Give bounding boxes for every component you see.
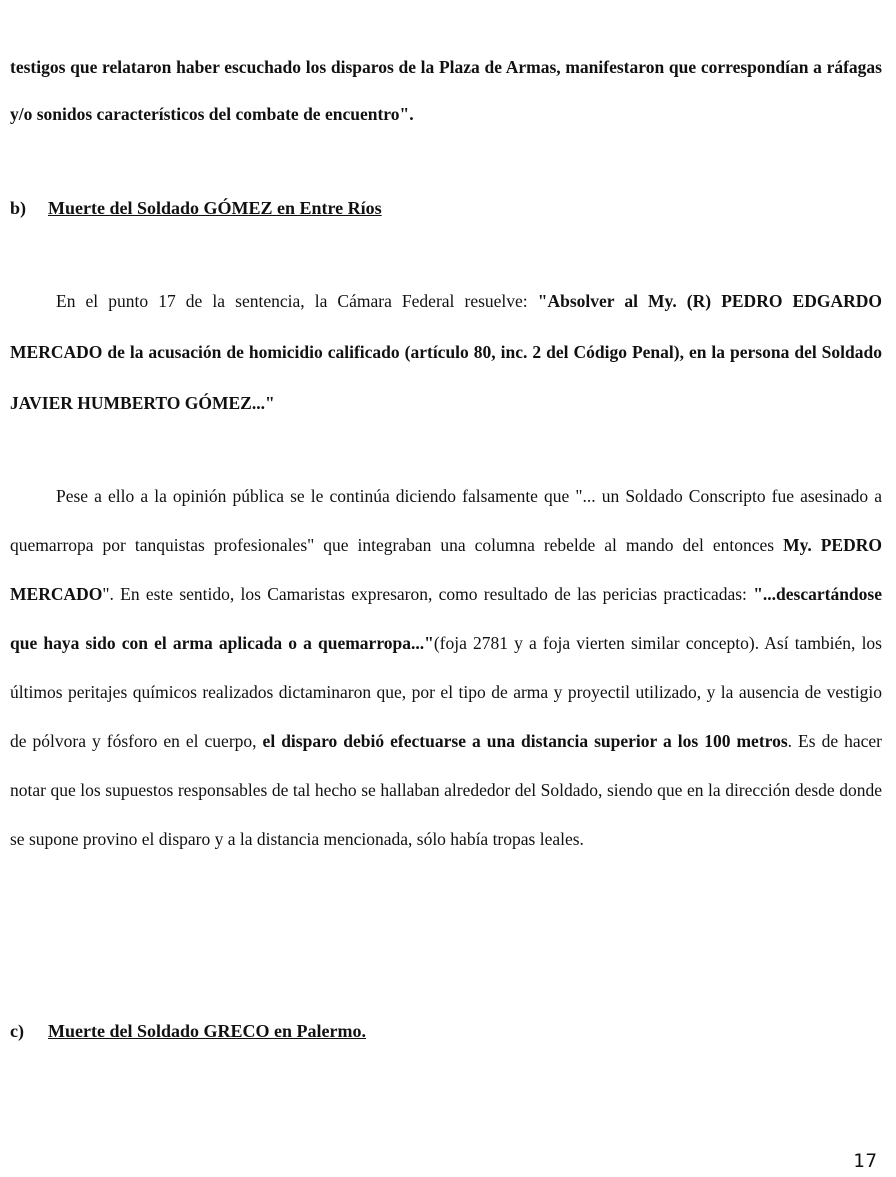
paragraph-testigos: testigos que relataron haber escuchado los disparos de la Plaza de Armas, manifestaron que correspondían a ráfagas y/o sonidos característicos del combate de encuentro".: [10, 57, 882, 124]
paragraph-opinion-part-4: . Es de hacer notar que los supuestos responsables de tal hecho se hallaban alrededor del Soldado, siendo que en la dirección desde donde se supone provino el disparo y a la distancia mencionada, sólo había tropas leales.: [10, 731, 882, 849]
section-title-c: Muerte del Soldado GRECO en Palermo.: [48, 1021, 366, 1041]
paragraph-sentencia-intro: En el punto 17 de la sentencia, la Cámara Federal resuelve:: [56, 291, 538, 311]
sentencia-quote: "Absolver al My. (R) PEDRO EDGARDO MERCADO de la acusación de homicidio calificado (artículo 80, inc. 2 del Código Penal), en la persona del Soldado JAVIER HUMBERTO GÓMEZ...": [10, 291, 882, 413]
paragraph-opinion-part-1: Pese a ello a la opinión pública se le continúa diciendo falsamente que "... un Soldado Conscripto fue asesinado a quemarropa por tanquistas profesionales" que integraban una columna rebelde al mando del entonces: [10, 486, 882, 555]
page-number: 17: [853, 1150, 878, 1172]
section-title-b: Muerte del Soldado GÓMEZ en Entre Ríos: [48, 198, 382, 218]
section-label-b: b): [10, 198, 27, 218]
section-label-c: c): [10, 1021, 24, 1041]
paragraph-opinion-part-2: ". En este sentido, los Camaristas expresaron, como resultado de las pericias practicadas:: [102, 584, 754, 604]
paragraph-opinion-part-3: (foja 2781 y a foja vierten similar concepto). Así también, los últimos peritajes químicos realizados dictaminaron que, por el tipo de arma y proyectil utilizado, y la ausencia de vestigio de pólvora y fósforo en el cuerpo,: [10, 633, 882, 751]
paragraph-opinion-publica: [10, 472, 882, 864]
section-heading-c: [10, 1021, 366, 1042]
section-heading-b: [10, 198, 382, 219]
bold-distancia: el disparo debió efectuarse a una distancia superior a los 100 metros: [262, 731, 788, 751]
paragraph-sentencia: [10, 276, 882, 429]
bold-quote-quemarropa: "...descartándose que haya sido con el arma aplicada o a quemarropa...": [10, 584, 882, 653]
bold-mercado: My. PEDRO MERCADO: [10, 535, 882, 604]
